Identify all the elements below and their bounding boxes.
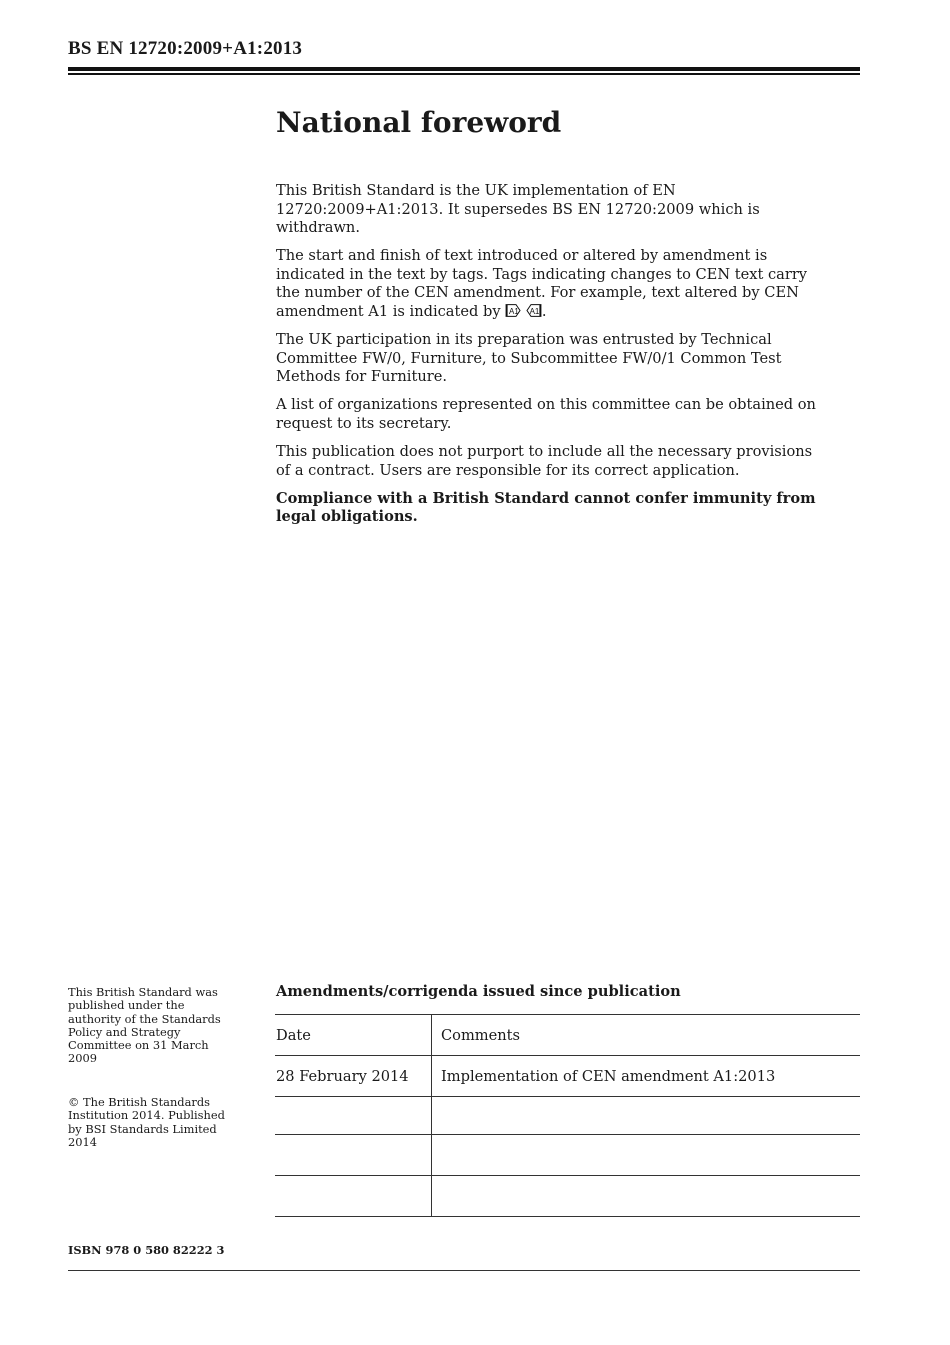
foreword-body bbox=[276, 182, 824, 537]
paragraph-compliance: Compliance with a British Standard cannot confer immunity from legal obligations. bbox=[276, 489, 816, 526]
paragraph-contract: This publication does not purport to include all the necessary provisions of a contract. Users are responsible for its correct application. bbox=[276, 443, 813, 479]
paragraph-implementation: This British Standard is the UK implementation of EN 12720:2009+A1:2013. It supersedes BS EN 12720:2009 which is withdrawn. bbox=[276, 182, 760, 237]
amendment-comment bbox=[432, 1135, 861, 1176]
date-column-header: Date bbox=[275, 1015, 432, 1056]
comments-column-header: Comments bbox=[432, 1015, 861, 1056]
amendment-date bbox=[275, 1097, 432, 1135]
footer-rule bbox=[68, 1270, 860, 1271]
table-row bbox=[275, 1135, 860, 1176]
amendment-comment bbox=[432, 1176, 861, 1217]
amendments-header-row bbox=[275, 1015, 860, 1056]
amendment-comment: Implementation of CEN amendment A1:2013 bbox=[432, 1056, 861, 1097]
amendment-start-tag-icon bbox=[505, 304, 521, 317]
amendment-end-tag-icon bbox=[526, 304, 542, 317]
paragraph-participation: The UK participation in its preparation was entrusted by Technical Committee FW/0, Furniture, to Subcommittee FW/0/1 Common Test Methods for Furniture. bbox=[276, 331, 782, 386]
paragraph-organizations: A list of organizations represented on this committee can be obtained on request to its secretary. bbox=[276, 396, 816, 433]
paragraph-amendment-tags bbox=[276, 247, 824, 321]
amendment-comment bbox=[432, 1097, 861, 1135]
paragraph-amendment-tags-end: . bbox=[541, 303, 547, 321]
copyright-note: © The British Standards Institution 2014. Published by BSI Standards Limited 2014 bbox=[68, 1095, 225, 1149]
header-rule-thin bbox=[68, 73, 860, 75]
document-code-header: BS EN 12720:2009+A1:2013 bbox=[68, 38, 303, 59]
isbn-number: ISBN 978 0 580 82222 3 bbox=[68, 1243, 225, 1257]
page-title: National foreword bbox=[276, 106, 562, 139]
paragraph-amendment-tags-text: The start and finish of text introduced or altered by amendment is indicated in the text by tags. Tags indicating changes to CEN text carry the number of the CEN amendment. For example, text altered by CEN amendment A1 is indicated by bbox=[276, 247, 808, 321]
table-row bbox=[275, 1097, 860, 1135]
amendment-date: 28 February 2014 bbox=[275, 1056, 432, 1097]
table-row bbox=[275, 1176, 860, 1217]
table-row bbox=[275, 1056, 860, 1097]
amendments-table bbox=[275, 1014, 860, 1217]
publication-note: This British Standard was published under the authority of the Standards Policy and Strategy Committee on 31 March 2009 bbox=[68, 985, 221, 1066]
amendments-title: Amendments/corrigenda issued since publication bbox=[276, 983, 681, 1000]
amendment-end-tag-label: A1 bbox=[529, 307, 540, 317]
header-rule-thick bbox=[68, 67, 860, 71]
amendment-date bbox=[275, 1135, 432, 1176]
amendment-date bbox=[275, 1176, 432, 1217]
amendment-start-tag-label: A1 bbox=[509, 307, 520, 317]
